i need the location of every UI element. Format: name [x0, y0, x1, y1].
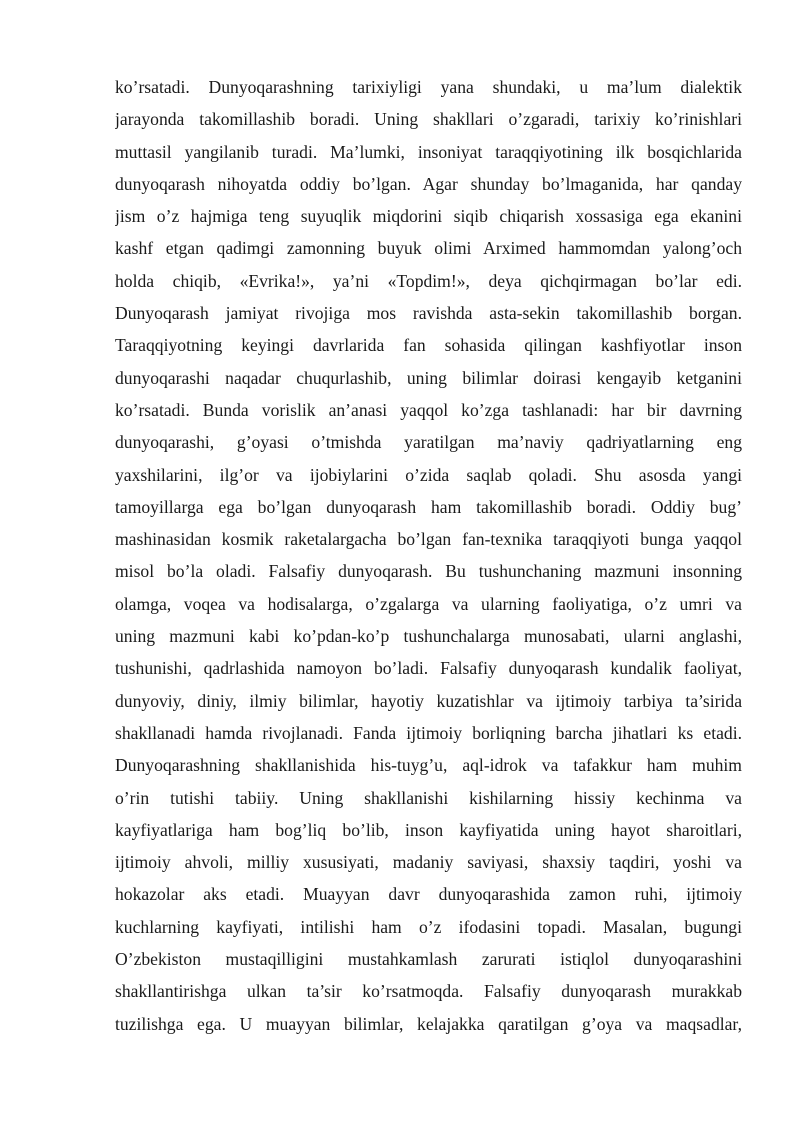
text-line: holda chiqib, «Evrika!», ya’ni «Topdim!», deya qichqirmagan bo’lar edi. — [115, 270, 742, 291]
text-line: kuchlarning kayfiyati, intilishi ham o’z ifodasini topadi. Masalan, bugungi — [115, 916, 742, 937]
text-line: hokazolar aks etadi. Muayyan davr dunyoqarashida zamon ruhi, ijtimoiy — [115, 884, 742, 905]
text-line: O’zbekiston mustaqilligini mustahkamlash zarurati istiqlol dunyoqarashini — [115, 949, 742, 970]
text-line: ko’rsatadi. Bunda vorislik an’anasi yaqqol ko’zga tashlanadi: har bir davrning — [115, 399, 742, 420]
text-line: dunyoqarash nihoyatda oddiy bo’lgan. Agar shunday bo’lmaganida, har qanday — [115, 173, 742, 194]
text-line: tuzilishga ega. U muayyan bilimlar, kelajakka qaratilgan g’oya va maqsadlar, — [115, 1013, 742, 1034]
text-line: muttasil yangilanib turadi. Ma’lumki, insoniyat taraqqiyotining ilk bosqichlarida — [115, 141, 742, 162]
body-text — [115, 71, 742, 1040]
text-line: shakllanadi hamda rivojlanadi. Fanda ijtimoiy borliqning barcha jihatlari ks etadi. — [115, 722, 742, 743]
text-line: Dunyoqarashning shakllanishida his-tuyg’u, aql-idrok va tafakkur ham muhim — [115, 755, 742, 776]
text-line: ko’rsatadi. Dunyoqarashning tarixiyligi yana shundaki, u ma’lum dialektik — [115, 77, 742, 97]
text-line: shakllantirishga ulkan ta’sir ko’rsatmoqda. Falsafiy dunyoqarash murakkab — [115, 981, 742, 1002]
text-line: kayfiyatlariga ham bog’liq bo’lib, inson kayfiyatida uning hayot sharoitlari, — [115, 819, 742, 840]
text-line: olamga, voqea va hodisalarga, o’zgalarga va ularning faoliyatiga, o’z umri va — [115, 593, 742, 614]
text-line: tushunishi, qadrlashida namoyon bo’ladi. Falsafiy dunyoqarash kundalik faoliyat, — [115, 658, 742, 679]
text-line: Taraqqiyotning keyingi davrlarida fan sohasida qilingan kashfiyotlar inson — [115, 335, 742, 356]
text-line: mashinasidan kosmik raketalargacha bo’lgan fan-texnika taraqqiyoti bunga yaqqol — [115, 529, 742, 550]
text-line: jism o’z hajmiga teng suyuqlik miqdorini siqib chiqarish xossasiga ega ekanini — [115, 206, 742, 227]
text-line: ijtimoiy ahvoli, milliy xususiyati, madaniy saviyasi, shaxsiy taqdiri, yoshi va — [115, 852, 742, 873]
text-line: dunyoqarashi naqadar chuqurlashib, uning bilimlar doirasi kengayib ketganini — [115, 367, 742, 388]
text-line: dunyoqarashi, g’oyasi o’tmishda yaratilgan ma’naviy qadriyatlarning eng — [115, 432, 742, 453]
text-line: uning mazmuni kabi ko’pdan-ko’p tushunchalarga munosabati, ularni anglashi, — [115, 626, 742, 647]
text-line: kashf etgan qadimgi zamonning buyuk olimi Arximed hammomdan yalong’och — [115, 238, 742, 259]
text-line: Dunyoqarash jamiyat rivojiga mos ravishda asta-sekin takomillashib borgan. — [115, 303, 742, 324]
text-line: dunyoviy, diniy, ilmiy bilimlar, hayotiy kuzatishlar va ijtimoiy tarbiya ta’sirida — [115, 690, 742, 711]
text-line: yaxshilarini, ilg’or va ijobiylarini o’zida saqlab qoladi. Shu asosda yangi — [115, 464, 742, 485]
text-line: misol bo’la oladi. Falsafiy dunyoqarash. Bu tushunchaning mazmuni insonning — [115, 561, 742, 582]
text-line: jarayonda takomillashib boradi. Uning shakllari o’zgaradi, tarixiy ko’rinishlari — [115, 109, 742, 130]
text-line: tamoyillarga ega bo’lgan dunyoqarash ham takomillashib boradi. Oddiy bug’ — [115, 496, 742, 517]
text-line: o’rin tutishi tabiiy. Uning shakllanishi kishilarning hissiy kechinma va — [115, 787, 742, 808]
